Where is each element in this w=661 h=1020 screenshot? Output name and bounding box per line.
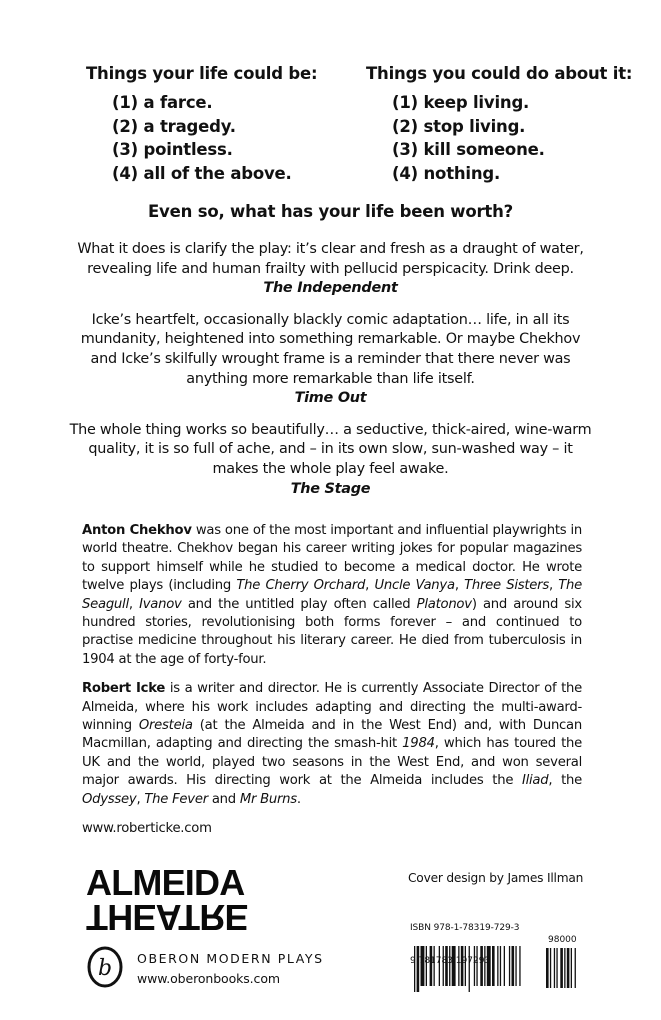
choice-lists [0, 62, 661, 192]
bio-text: , [128, 596, 140, 612]
bio-text: is a writer and director. He is currently Associate Director of the Almeida, where his work includes adapting and directing the multi-award-winning [82, 681, 582, 734]
bio-text: and the untitled play often called [181, 596, 417, 612]
bio-text: , [365, 578, 375, 594]
bio-name: Anton Chekhov [82, 523, 192, 538]
list-item: (4) nothing. [392, 163, 501, 183]
bio-text: . [296, 791, 301, 807]
play-title: Iliad [521, 773, 549, 789]
review-source: The Independent [263, 280, 398, 297]
barcode-digits: 9 781783 197293 [410, 956, 491, 966]
life-options-list [86, 62, 317, 185]
reviews-section [68, 240, 593, 511]
bio-text: and [207, 791, 240, 807]
play-title: Platonov [416, 596, 472, 612]
play-title: Uncle Vanya [374, 578, 455, 594]
actions-list [366, 62, 632, 185]
tagline-question: Even so, what has your life been worth? [147, 202, 514, 221]
oberon-logo [86, 945, 124, 989]
bio-name: Robert Icke [82, 681, 166, 697]
author-bios [82, 522, 582, 839]
author-website-link[interactable]: www.roberticke.com [82, 821, 212, 837]
bio-text: , the [548, 773, 582, 789]
play-title: The Seagull [82, 578, 582, 612]
bio-text: , [136, 791, 145, 807]
play-title: Ivanov [139, 596, 182, 612]
icke-bio [82, 680, 582, 809]
chekhov-bio [82, 522, 582, 669]
review-quote: What it does is clarify the play: it’s clear and fresh as a draught of water, revealing life and human frailty with pellucid perspicacity. Drink deep. [77, 241, 584, 277]
play-title: Mr Burns [239, 791, 297, 807]
bio-text: , [454, 578, 465, 594]
play-title: 1984 [402, 736, 435, 752]
bio-text: ) and around six hundred stories, revolutionising both forms forever – and continued to practise medicine throughout his literary career. He died from tuberculosis in 1904 at the age of forty-four. [82, 596, 582, 667]
list-item: (1) keep living. [392, 93, 530, 112]
bio-text: (at the Almeida and in the West End) and, with Duncan Macmillan, adapting and directing the smash-hit [82, 718, 582, 752]
play-title: The Cherry Orchard [236, 578, 366, 594]
barcode-addon-digits: 98000 [548, 935, 577, 945]
play-title: Oresteia [138, 718, 193, 734]
bio-text: , which has toured the UK and the world, played two seasons in the West End, and won several major awards. His directing work at the Almeida includes the [82, 736, 583, 789]
review-source: The Stage [290, 480, 371, 497]
cover-credit: Cover design by James Illman [408, 871, 584, 885]
list-item: (1) a farce. [112, 93, 213, 112]
logo-line-theatre: THEATRE [86, 897, 248, 938]
list-item: (3) kill someone. [392, 140, 545, 159]
list-item: (2) a tragedy. [112, 116, 236, 136]
review-source: Time Out [294, 390, 367, 407]
oberon-logo-letter: b [97, 956, 113, 981]
play-title: The Fever [144, 791, 208, 807]
list-item: (2) stop living. [392, 116, 526, 136]
almeida-theatre-logo [86, 862, 248, 938]
review-quote: Icke’s heartfelt, occasionally blackly comic adaptation… life, in all its mundanity, heightened into something remarkable. Or maybe Chekhov and Icke’s skilfully wrought frame is a reminder that there never was anything more remarkable than life itself. [80, 311, 581, 387]
actions-heading: Things you could do about it: [366, 64, 633, 83]
list-item: (4) all of the above. [112, 163, 292, 183]
play-title: Three Sisters [464, 578, 549, 594]
bio-text: , [548, 578, 559, 594]
play-title: Odyssey [82, 791, 137, 807]
review-quote: The whole thing works so beautifully… a seductive, thick-aired, wine-warm quality, it is so full of ache, and – in its own slow, sun-washed way – it makes the whole play feel awake. [69, 421, 592, 477]
isbn-number: ISBN 978-1-78319-729-3 [410, 923, 520, 933]
bio-text: was one of the most important and influential playwrights in world theatre. Chekhov began his career writing jokes for popular magazines to support himself while he studied to become a medical doctor. He wrote twelve plays (including [82, 523, 583, 594]
oberon-emblem-icon [86, 945, 124, 989]
publisher-website-link[interactable]: www.oberonbooks.com [137, 971, 280, 986]
imprint-name: OBERON MODERN PLAYS [137, 951, 324, 966]
list-item: (3) pointless. [112, 140, 233, 159]
logo-line-almeida: ALMEIDA [86, 862, 245, 903]
life-options-heading: Things your life could be: [86, 64, 318, 83]
